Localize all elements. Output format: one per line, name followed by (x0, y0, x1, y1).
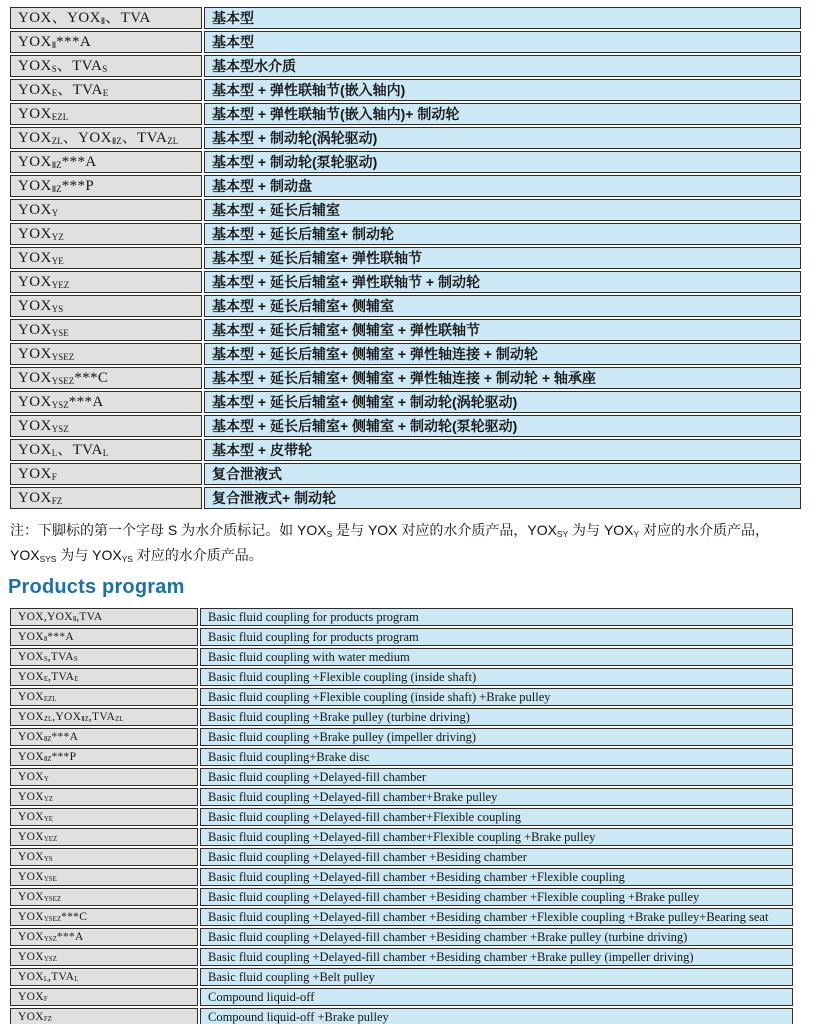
model-description-cell: Basic fluid coupling +Delayed-fill chamber +Besiding chamber +Flexible coupling (200, 868, 793, 886)
table-row (10, 708, 793, 726)
model-table-english (8, 606, 795, 1024)
table-row (10, 367, 801, 389)
table-row (10, 439, 801, 461)
model-code-cell: $YOX_{ZL}$、$YOX_{ⅡZ}$、$TVA_{ZL}$ (10, 127, 202, 149)
model-description-cell: Basic fluid coupling +Brake pulley (turbine driving) (200, 708, 793, 726)
table-row (10, 1008, 793, 1024)
model-description-cell: Basic fluid coupling for products program (200, 628, 793, 646)
model-description-cell: 基本型 + 延长后辅室+ 侧辅室 + 制动轮(涡轮驱动) (204, 391, 801, 413)
model-code-cell: $YOX_{YSEZ}$ (10, 888, 198, 906)
model-description-cell: Basic fluid coupling +Flexible coupling (inside shaft) (200, 668, 793, 686)
model-description-cell: 基本型 + 延长后辅室+ 制动轮 (204, 223, 801, 245)
model-code-cell: $YOX_E,TVA_E$ (10, 668, 198, 686)
model-description-cell: 基本型 + 延长后辅室+ 侧辅室 (204, 295, 801, 317)
table-row (10, 648, 793, 666)
model-code-cell: $YOX_{ⅡZ}***P$ (10, 748, 198, 766)
model-code-cell: $YOX_{ⅡZ}***P$ (10, 175, 202, 197)
model-code-cell: $YOX_{YZ}$ (10, 223, 202, 245)
model-table-chinese-body (10, 7, 801, 509)
table-row (10, 103, 801, 125)
model-description-cell: 基本型 + 延长后辅室 (204, 199, 801, 221)
model-code-cell: $YOX_Y$ (10, 768, 198, 786)
table-row (10, 79, 801, 101)
model-code-cell: $YOX_Y$ (10, 199, 202, 221)
model-description-cell: 基本型 + 制动轮(泵轮驱动) (204, 151, 801, 173)
model-description-cell: 基本型 + 延长后辅室+ 侧辅室 + 弹性轴连接 + 制动轮 + 轴承座 (204, 367, 801, 389)
model-code-cell: $YOX_{EZL}$ (10, 103, 202, 125)
table-row (10, 908, 793, 926)
model-code-cell: YOX、$YOX_Ⅱ$、TVA (10, 7, 202, 29)
model-description-cell: 基本型 + 延长后辅室+ 弹性联轴节 (204, 247, 801, 269)
model-code-cell: $YOX_{FZ}$ (10, 1008, 198, 1024)
table-row (10, 247, 801, 269)
model-code-cell: $YOX_{YS}$ (10, 848, 198, 866)
model-description-cell: Basic fluid coupling +Delayed-fill chamber+Brake pulley (200, 788, 793, 806)
table-row (10, 175, 801, 197)
table-row (10, 487, 801, 509)
table-row (10, 728, 793, 746)
table-row (10, 788, 793, 806)
model-code-cell: $YOX_{EZL}$ (10, 688, 198, 706)
table-row (10, 271, 801, 293)
table-row (10, 343, 801, 365)
model-description-cell: Compound liquid-off (200, 988, 793, 1006)
model-code-cell: $YOX_L,TVA_L$ (10, 968, 198, 986)
table-row (10, 463, 801, 485)
model-description-cell: 基本型 + 延长后辅室+ 弹性联轴节 + 制动轮 (204, 271, 801, 293)
model-description-cell: 基本型 (204, 7, 801, 29)
model-description-cell: Basic fluid coupling +Delayed-fill chamber +Besiding chamber +Flexible coupling +Brake pulley+Bearing seat (200, 908, 793, 926)
model-description-cell: 基本型 (204, 31, 801, 53)
model-description-cell: 基本型水介质 (204, 55, 801, 77)
table-row (10, 968, 793, 986)
model-description-cell: 复合泄液式 (204, 463, 801, 485)
table-row (10, 688, 793, 706)
model-description-cell: Basic fluid coupling+Brake disc (200, 748, 793, 766)
model-code-cell: $YOX_{ZL},YOX_{ⅡZ},TVA_{ZL}$ (10, 708, 198, 726)
model-code-cell: $YOX_{YS}$ (10, 295, 202, 317)
table-row (10, 888, 793, 906)
table-row (10, 319, 801, 341)
model-description-cell: Basic fluid coupling +Delayed-fill chamber +Besiding chamber +Brake pulley (impeller driving) (200, 948, 793, 966)
model-code-cell: $YOX_{ⅡZ}***A$ (10, 728, 198, 746)
model-description-cell: 基本型 + 弹性联轴节(嵌入轴内) (204, 79, 801, 101)
section-heading: Products program (8, 576, 185, 598)
table-row (10, 31, 801, 53)
model-description-cell: Basic fluid coupling +Brake pulley (impeller driving) (200, 728, 793, 746)
model-description-cell: Compound liquid-off +Brake pulley (200, 1008, 793, 1024)
model-code-cell: $YOX_{YSZ}***A$ (10, 391, 202, 413)
model-description-cell: Basic fluid coupling +Delayed-fill chamber +Besiding chamber (200, 848, 793, 866)
model-description-cell: 基本型 + 延长后辅室+ 侧辅室 + 弹性联轴节 (204, 319, 801, 341)
model-code-cell: $YOX_F$ (10, 988, 198, 1006)
table-row (10, 415, 801, 437)
table-row (10, 223, 801, 245)
model-description-cell: Basic fluid coupling for products program (200, 608, 793, 626)
model-code-cell: $YOX_{YEZ}$ (10, 271, 202, 293)
table-row (10, 848, 793, 866)
table-row (10, 828, 793, 846)
model-code-cell: $YOX_{YSE}$ (10, 319, 202, 341)
footnote-text: 注：下脚标的第一个字母 S 为水介质标记。如 $YOX_S$ 是与 YOX 对应的水介质产品，$YOX_{SY}$ 为与 $YOX_Y$ 对应的水介质产品，$YOX_{SYS}$ 为与 $YOX_{YS}$ 对应的水介质产品。 (10, 522, 770, 564)
table-row (10, 151, 801, 173)
model-description-cell: Basic fluid coupling +Flexible coupling (inside shaft) +Brake pulley (200, 688, 793, 706)
model-code-cell: $YOX_{YZ}$ (10, 788, 198, 806)
table-row (10, 127, 801, 149)
model-code-cell: $YOX_{YSEZ}$ (10, 343, 202, 365)
table-row (10, 295, 801, 317)
table-row (10, 948, 793, 966)
model-table-english-body (10, 608, 793, 1024)
model-description-cell: Basic fluid coupling +Delayed-fill chamber (200, 768, 793, 786)
model-description-cell: Basic fluid coupling +Delayed-fill chamber+Flexible coupling (200, 808, 793, 826)
model-code-cell: $YOX_E$、$TVA_E$ (10, 79, 202, 101)
table-row (10, 988, 793, 1006)
table-row (10, 928, 793, 946)
model-description-cell: Basic fluid coupling with water medium (200, 648, 793, 666)
model-code-cell: $YOX_F$ (10, 463, 202, 485)
table-row (10, 748, 793, 766)
model-code-cell: $YOX_{YSZ}$ (10, 415, 202, 437)
table-row (10, 808, 793, 826)
model-code-cell: $YOX_Ⅱ***A$ (10, 31, 202, 53)
model-description-cell: 基本型 + 弹性联轴节(嵌入轴内)+ 制动轮 (204, 103, 801, 125)
model-code-cell: $YOX_{YE}$ (10, 808, 198, 826)
table-row (10, 7, 801, 29)
model-description-cell: Basic fluid coupling +Delayed-fill chamber +Besiding chamber +Flexible coupling +Brake pulley (200, 888, 793, 906)
model-code-cell: $YOX_{YSZ}***A$ (10, 928, 198, 946)
model-code-cell: $YOX_{FZ}$ (10, 487, 202, 509)
model-code-cell: $YOX_S$、$TVA_S$ (10, 55, 202, 77)
table-row (10, 868, 793, 886)
table-row (10, 668, 793, 686)
model-description-cell: 基本型 + 制动盘 (204, 175, 801, 197)
table-row (10, 55, 801, 77)
model-code-cell: $YOX_S,TVA_S$ (10, 648, 198, 666)
model-code-cell: $YOX_{YSE}$ (10, 868, 198, 886)
model-code-cell: $YOX_{YEZ}$ (10, 828, 198, 846)
model-description-cell: Basic fluid coupling +Belt pulley (200, 968, 793, 986)
model-table-chinese (8, 5, 803, 511)
model-code-cell: $YOX_{ⅡZ}***A$ (10, 151, 202, 173)
model-description-cell: Basic fluid coupling +Delayed-fill chamber+Flexible coupling +Brake pulley (200, 828, 793, 846)
model-code-cell: $YOX_Ⅱ***A$ (10, 628, 198, 646)
model-code-cell: $YOX_L$、$TVA_L$ (10, 439, 202, 461)
model-description-cell: 基本型 + 皮带轮 (204, 439, 801, 461)
table-row (10, 768, 793, 786)
table-row (10, 391, 801, 413)
table-row (10, 608, 793, 626)
table-row (10, 199, 801, 221)
model-code-cell: $YOX,YOX_Ⅱ,TVA$ (10, 608, 198, 626)
model-description-cell: 基本型 + 延长后辅室+ 侧辅室 + 弹性轴连接 + 制动轮 (204, 343, 801, 365)
model-description-cell: 基本型 + 制动轮(涡轮驱动) (204, 127, 801, 149)
model-description-cell: 复合泄液式+ 制动轮 (204, 487, 801, 509)
model-code-cell: $YOX_{YE}$ (10, 247, 202, 269)
model-code-cell: $YOX_{YSEZ}***C$ (10, 367, 202, 389)
model-code-cell: $YOX_{YSZ}$ (10, 948, 198, 966)
model-code-cell: $YOX_{YSEZ}***C$ (10, 908, 198, 926)
table-row (10, 628, 793, 646)
model-description-cell: Basic fluid coupling +Delayed-fill chamber +Besiding chamber +Brake pulley (turbine driving) (200, 928, 793, 946)
model-description-cell: 基本型 + 延长后辅室+ 侧辅室 + 制动轮(泵轮驱动) (204, 415, 801, 437)
